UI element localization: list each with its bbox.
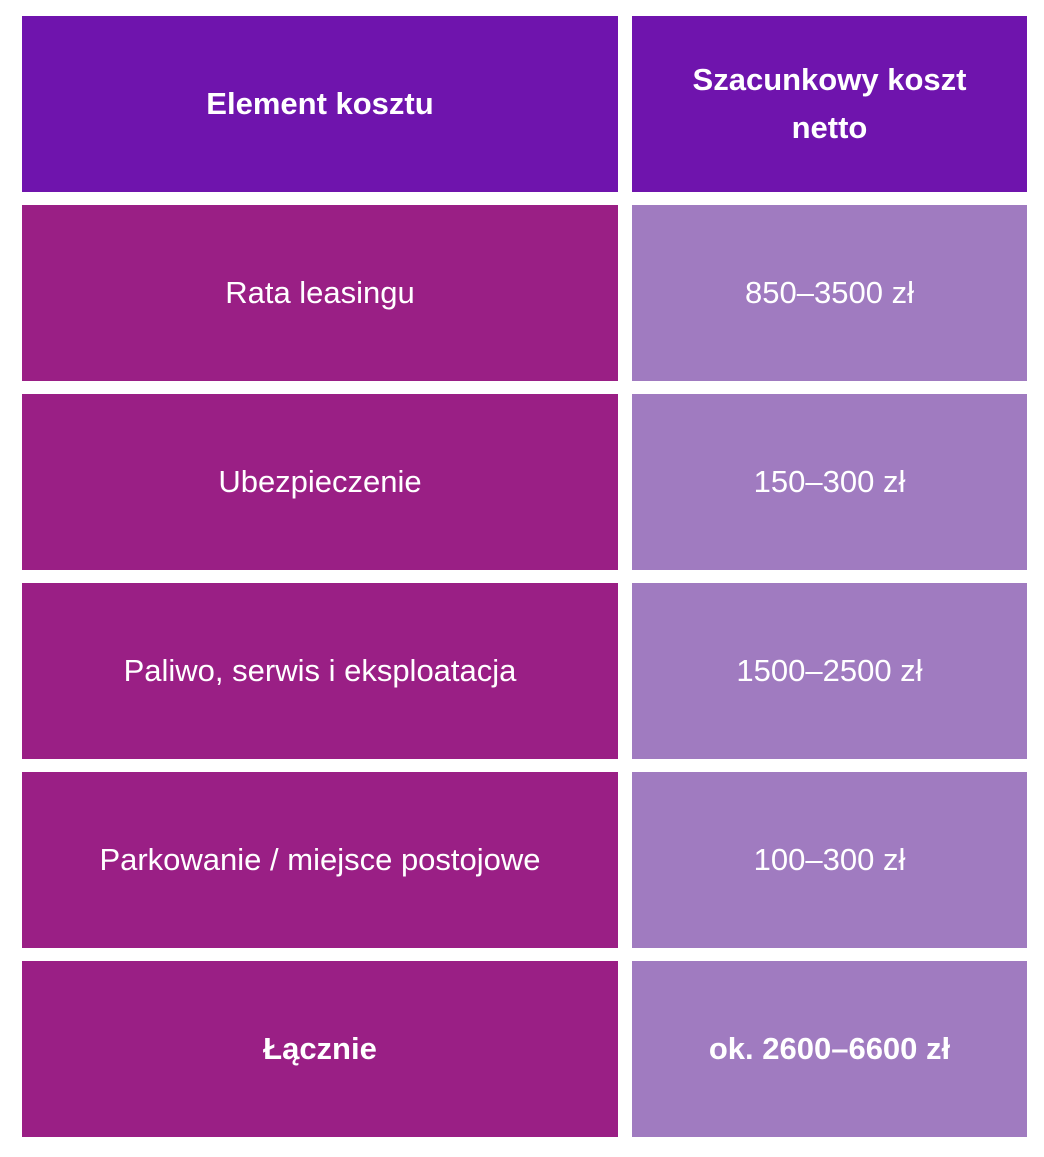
table-header-row bbox=[22, 16, 1027, 192]
total-label-cell: Łącznie bbox=[22, 961, 618, 1137]
cost-value-cell: 1500–2500 zł bbox=[632, 583, 1027, 759]
table-total-row bbox=[22, 961, 1027, 1137]
header-cell-element: Element kosztu bbox=[22, 16, 618, 192]
cost-item-cell: Paliwo, serwis i eksploatacja bbox=[22, 583, 618, 759]
cost-value-cell: 150–300 zł bbox=[632, 394, 1027, 570]
cost-item-cell: Ubezpieczenie bbox=[22, 394, 618, 570]
cost-item-cell: Parkowanie / miejsce postojowe bbox=[22, 772, 618, 948]
header-cell-cost: Szacunkowy koszt netto bbox=[632, 16, 1027, 192]
table-row bbox=[22, 583, 1027, 759]
table-row bbox=[22, 772, 1027, 948]
cost-table bbox=[22, 16, 1027, 1137]
table-row bbox=[22, 205, 1027, 381]
total-value-cell: ok. 2600–6600 zł bbox=[632, 961, 1027, 1137]
cost-item-cell: Rata leasingu bbox=[22, 205, 618, 381]
table-row bbox=[22, 394, 1027, 570]
cost-value-cell: 850–3500 zł bbox=[632, 205, 1027, 381]
cost-value-cell: 100–300 zł bbox=[632, 772, 1027, 948]
